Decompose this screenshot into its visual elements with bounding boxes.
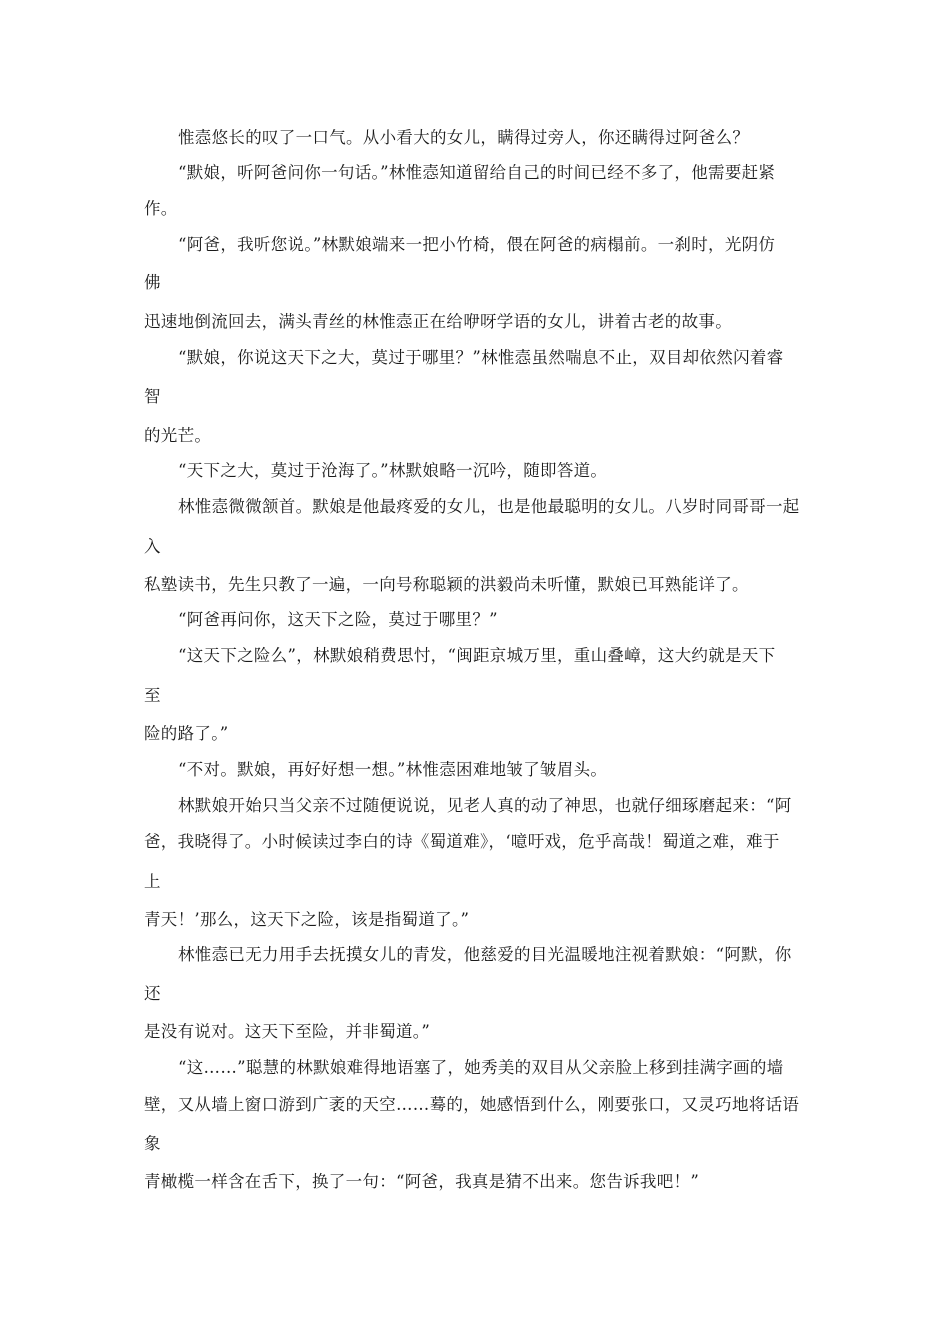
paragraph-line: “这……”聪慧的林默娘难得地语塞了，她秀美的双目从父亲脸上移到挂满字画的墙 (178, 1058, 784, 1077)
paragraph-line: 惟悫悠长的叹了一口气。从小看大的女儿，瞒得过旁人，你还瞒得过阿爸么？ (178, 128, 750, 147)
paragraph-line: 林惟悫已无力用手去抚摸女儿的青发，他慈爱的目光温暖地注视着默娘：“阿默，你 (178, 945, 792, 964)
paragraph-line: “默娘，听阿爸问你一句话。”林惟悫知道留给自己的时间已经不多了，他需要赶紧 (178, 163, 776, 182)
paragraph-line: 智 (144, 387, 161, 406)
paragraph-line: 作。 (144, 199, 178, 218)
paragraph-line: 佛 (144, 273, 161, 292)
paragraph-line: 林惟悫微微颔首。默娘是他最疼爱的女儿，也是他最聪明的女儿。八岁时同哥哥一起 (178, 497, 800, 516)
paragraph-line: “默娘，你说这天下之大，莫过于哪里？”林惟悫虽然喘息不止，双目却依然闪着睿 (178, 348, 784, 367)
paragraph-line: 至 (144, 686, 161, 705)
paragraph-line: 上 (144, 872, 161, 891)
paragraph-line: 的光芒。 (144, 426, 212, 445)
paragraph-line: “这天下之险么”，林默娘稍费思忖，“闽距京城万里，重山叠嶂，这大约就是天下 (178, 646, 776, 665)
paragraph-line: 险的路了。” (144, 724, 229, 743)
paragraph-line: 林默娘开始只当父亲不过随便说说，见老人真的动了神思，也就仔细琢磨起来：“阿 (178, 796, 792, 815)
paragraph-line: 是没有说对。这天下至险，并非蜀道。” (144, 1022, 431, 1041)
paragraph-line: 私塾读书，先生只教了一遍，一向号称聪颖的洪毅尚未听懂，默娘已耳熟能详了。 (144, 575, 749, 594)
paragraph-line: 入 (144, 537, 161, 556)
paragraph-line: 爸，我晓得了。小时候读过李白的诗《蜀道难》，‘噫吁戏，危乎高哉！蜀道之难，难于 (144, 832, 780, 851)
paragraph-line: “不对。默娘，再好好想一想。”林惟悫困难地皱了皱眉头。 (178, 760, 608, 779)
paragraph-line: “阿爸再问你，这天下之险，莫过于哪里？” (178, 610, 498, 629)
paragraph-line: 青橄榄一样含在舌下，换了一句：“阿爸，我真是猜不出来。您告诉我吧！” (144, 1172, 700, 1191)
paragraph-line: 壁，又从墙上窗口游到广袤的天空……蓦的，她感悟到什么，刚要张口，又灵巧地将话语 (144, 1095, 800, 1114)
paragraph-line: 还 (144, 984, 161, 1003)
paragraph-line: 青天！’那么，这天下之险，该是指蜀道了。” (144, 910, 470, 929)
paragraph-line: “阿爸，我听您说。”林默娘端来一把小竹椅，偎在阿爸的病榻前。一刹时，光阴仿 (178, 235, 776, 254)
paragraph-line: “天下之大，莫过于沧海了。”林默娘略一沉吟，随即答道。 (178, 461, 608, 480)
paragraph-line: 迅速地倒流回去，满头青丝的林惟悫正在给咿呀学语的女儿，讲着古老的故事。 (144, 312, 732, 331)
paragraph-line: 象 (144, 1134, 161, 1153)
